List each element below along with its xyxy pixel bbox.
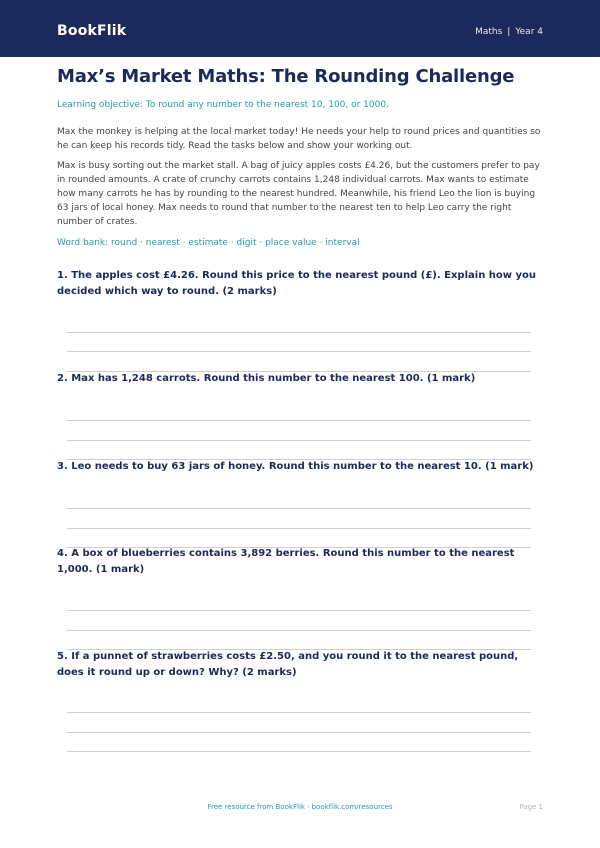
brand-logo: BookFlik	[57, 23, 127, 39]
subject-label	[475, 27, 543, 37]
question-2: 2. Max has 1,248 carrots. Round this number to the nearest 100. (1 mark)	[57, 373, 476, 384]
learning-objective: Learning objective: To round any number to the nearest 10, 100, or 1000.	[57, 100, 389, 110]
question-5: 5. If a punnet of strawberries costs £2.50, and you round it to the nearest pound, does it round up or down? Why? (2 marks)	[57, 651, 519, 678]
question-4: 4. A box of blueberries contains 3,892 berries. Round this number to the nearest 1,000. (1 mark)	[57, 548, 515, 575]
page-number: Page 1	[519, 803, 543, 811]
answer-line[interactable]	[67, 751, 531, 752]
intro-paragraph: Max the monkey is helping at the local market today! He needs your help to round prices and quantities so he can keep his records tidy. Read the tasks below and show your working out.	[57, 127, 541, 151]
subject-separator: |	[507, 27, 511, 37]
answer-line[interactable]	[67, 440, 531, 441]
answer-line[interactable]	[67, 630, 531, 631]
footer-resource-link[interactable]: Free resource from BookFlik · bookflik.com/resources	[207, 803, 393, 811]
story-paragraph: Max is busy sorting out the market stall. A bag of juicy apples costs £4.26, but the customers prefer to pay in rounded amounts. A crate of crunchy carrots contains 1,248 individual carrots. Max wants to estimate how many carrots he has by rounding to the nearest hundred. Meanwhile, his friend Leo the lion is buying 63 jars of local honey. Max needs to round that number to the nearest ten to help Leo carry the right number of crates.	[57, 161, 540, 227]
question-1: 1. The apples cost £4.26. Round this price to the nearest pound (£). Explain how you decided which way to round. (2 marks)	[57, 270, 537, 297]
answer-line[interactable]	[67, 420, 531, 421]
answer-line[interactable]	[67, 732, 531, 733]
page-header	[0, 0, 600, 57]
answer-line[interactable]	[67, 508, 531, 509]
answer-line[interactable]	[67, 610, 531, 611]
answer-line[interactable]	[67, 351, 531, 352]
question-3: 3. Leo needs to buy 63 jars of honey. Round this number to the nearest 10. (1 mark)	[57, 461, 534, 472]
answer-line[interactable]	[67, 528, 531, 529]
word-bank: Word bank: round · nearest · estimate · digit · place value · interval	[57, 238, 360, 248]
answer-line[interactable]	[67, 712, 531, 713]
answer-line[interactable]	[67, 332, 531, 333]
subject-name: Maths	[475, 27, 503, 37]
year-label: Year 4	[515, 27, 543, 37]
page-title: Max’s Market Maths: The Rounding Challenge	[57, 66, 515, 87]
